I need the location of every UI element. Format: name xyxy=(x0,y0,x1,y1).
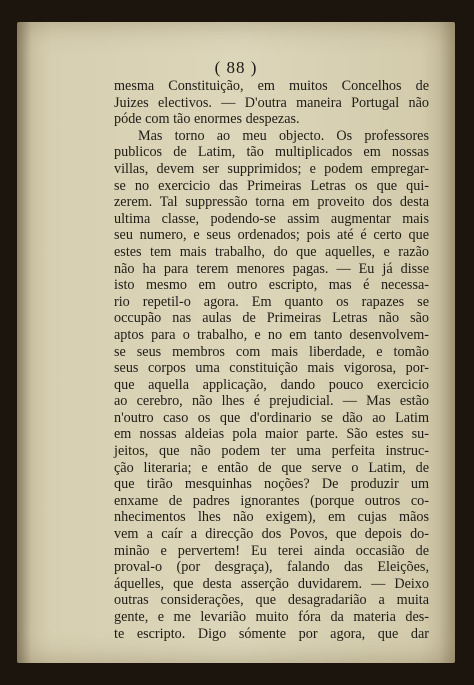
book-page xyxy=(17,22,455,663)
text-line: se seus membros com mais liberdade, e tomão xyxy=(114,343,429,360)
text-line: proval-o (por desgraça), falando das Eleições, xyxy=(114,559,429,576)
text-line: minão e pervertem! Eu terei ainda occasião de xyxy=(114,542,429,559)
text-line: outras considerações, que desagradarião a muita xyxy=(114,592,429,609)
text-line: ao cerebro, não lhes é prejudicial. — Mas estão xyxy=(114,393,429,410)
text-line: seu numero, e seus ordenados; pois até é certo que xyxy=(114,227,429,244)
text-line: rio repetil-o agora. Em quanto os rapazes se xyxy=(114,293,429,310)
text-line: que tirão mesquinhas noções? De produzir um xyxy=(114,476,429,493)
text-line: aptos para o trabalho, e no em tanto desenvolvem- xyxy=(114,326,429,343)
page-edge-shading xyxy=(439,22,455,663)
text-line: vem a caír a direcção dos Povos, que depois do- xyxy=(114,526,429,543)
text-line: Mas torno ao meu objecto. Os professores xyxy=(138,127,429,144)
text-line: ção literaria; e então de que serve o Latim, de xyxy=(114,459,429,476)
text-line: enxame de padres ignorantes (porque outros co- xyxy=(114,492,429,509)
text-line: não ha para terem menores pagas. — Eu já disse xyxy=(114,260,429,277)
text-line: jeitos, que não podem ter uma perfeita instruc- xyxy=(114,443,429,460)
text-line: ultima classe, podendo-se assim augmentar mais xyxy=(114,210,429,227)
body-text xyxy=(114,78,429,642)
spine-shadow xyxy=(17,22,31,663)
text-line: zerem. Tal suppressão torna em proveito dos desta xyxy=(114,194,429,211)
text-line: publicos de Latim, tão multiplicados em nossas xyxy=(114,144,429,161)
text-line: estes tem mais trabalho, do que aquelles, e razão xyxy=(114,243,429,260)
text-line: mesma Constituição, em muitos Concelhos de xyxy=(114,78,429,94)
text-line: n'outro caso os que d'ordinario se dão ao Latim xyxy=(114,409,429,426)
text-line: áquelles, que desta asserção duvidarem. — Deixo xyxy=(114,575,429,592)
text-line: Juizes electivos. — D'outra maneira Portugal não xyxy=(114,94,429,111)
text-line: occupão nas aulas de Primeiras Letras não são xyxy=(114,310,429,327)
text-line: póde com tão enormes despezas. xyxy=(114,111,300,128)
text-line: gente, e me levarião muito fóra da materia des- xyxy=(114,609,429,625)
text-line: que aquella applicação, dando pouco exercicio xyxy=(114,376,429,393)
text-line: nhecimentos lhes não exigem), em cujas mãos xyxy=(114,509,429,526)
text-line: te escripto. Digo sómente por agora, que dar xyxy=(114,625,429,642)
text-line: isto mesmo em outro escripto, mas é necessa- xyxy=(114,277,429,294)
text-line: villas, devem ser supprimidos; e podem empregar- xyxy=(114,160,429,177)
text-line: se no exercicio das Primeiras Letras os que qui- xyxy=(114,177,429,194)
page-number: ( 88 ) xyxy=(214,58,258,77)
text-line: seus corpos uma constituição mais vigorosa, por- xyxy=(114,360,429,377)
text-line: em nossas aldeias pola maior parte. São estes su- xyxy=(114,426,429,443)
